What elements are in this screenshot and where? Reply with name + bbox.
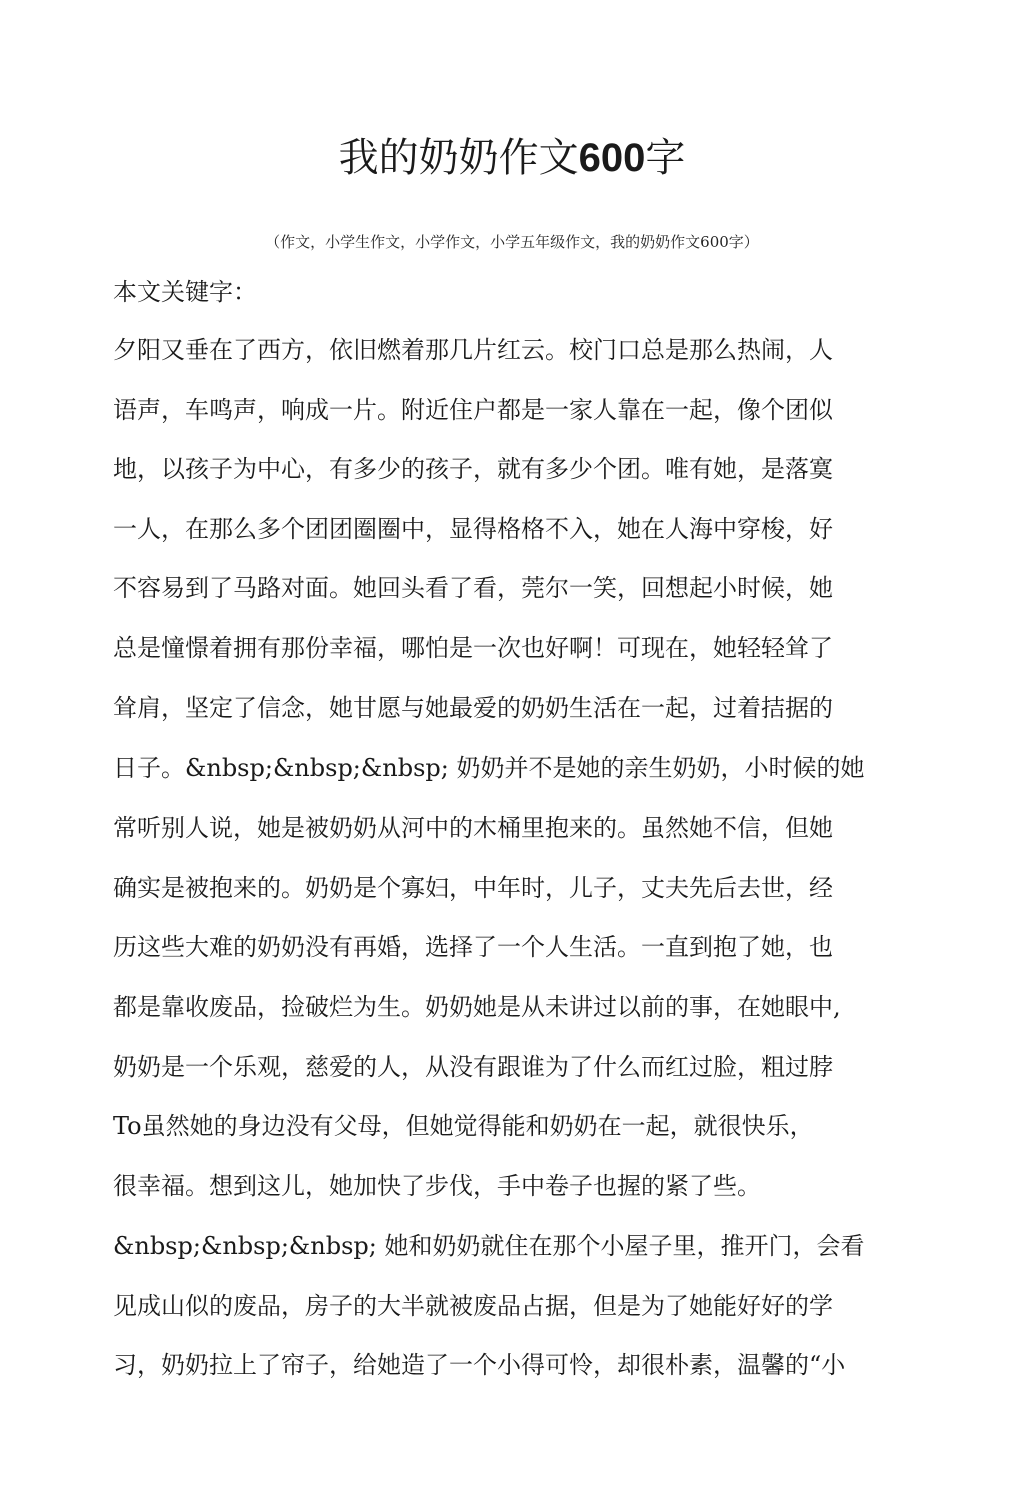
body-line-1: 夕阳又垂在了西方，依旧燃着那几片红云。校门口总是那么热闹，人 (113, 336, 833, 364)
tags-line: （作文，小学生作文，小学作文，小学五年级作文，我的奶奶作文600字） (265, 233, 759, 251)
body-line-4: 一人，在那么多个团团圈圈中，显得格格不入，她在人海中穿梭，好 (113, 515, 833, 543)
document-title (0, 128, 1024, 188)
body-line-12: 都是靠收废品，捡破烂为生。奶奶她是从未讲过以前的事，在她眼中, (113, 993, 841, 1021)
body-line-16: &nbsp;&nbsp;&nbsp; 她和奶奶就住在那个小屋子里，推开门，会看 (113, 1232, 865, 1260)
keywords-label: 本文关键字： (113, 278, 257, 306)
body-line-11: 历这些大难的奶奶没有再婚，选择了一个人生活。一直到抱了她，也 (113, 933, 833, 961)
body-line-18: 习，奶奶拉上了帘子，给她造了一个小得可怜，却很朴素，温馨的“小 (113, 1351, 846, 1379)
body-line-2: 语声，车鸣声，响成一片。附近住户都是一家人靠在一起，像个团似 (113, 396, 833, 424)
body-line-8: 日子。&nbsp;&nbsp;&nbsp; 奶奶并不是她的亲生奶奶，小时候的她 (113, 754, 865, 782)
body-line-10: 确实是被抱来的。奶奶是个寡妇，中年时，儿子，丈夫先后去世，经 (113, 874, 833, 902)
body-line-15: 很幸福。想到这儿，她加快了步伐，手中卷子也握的紧了些。 (113, 1172, 761, 1200)
body-line-5: 不容易到了马路对面。她回头看了看，莞尔一笑，回想起小时候，她 (113, 574, 833, 602)
title-text: 我的奶奶作文 (338, 135, 579, 181)
body-line-14: To虽然她的身边没有父母，但她觉得能和奶奶在一起，就很快乐， (113, 1112, 814, 1140)
title-suffix: 字 (645, 135, 686, 181)
body-line-13: 奶奶是一个乐观，慈爱的人，从没有跟谁为了什么而红过脸，粗过脖 (113, 1053, 833, 1081)
title-number: 600 (578, 136, 646, 180)
body-line-6: 总是憧憬着拥有那份幸福，哪怕是一次也好啊！可现在，她轻轻耸了 (113, 634, 833, 662)
body-line-7: 耸肩，坚定了信念，她甘愿与她最爱的奶奶生活在一起，过着拮据的 (113, 694, 833, 722)
body-line-3: 地，以孩子为中心，有多少的孩子，就有多少个团。唯有她，是落寞 (113, 455, 833, 483)
body-line-17: 见成山似的废品，房子的大半就被废品占据，但是为了她能好好的学 (113, 1292, 833, 1320)
body-line-9: 常听别人说，她是被奶奶从河中的木桶里抱来的。虽然她不信，但她 (113, 814, 833, 842)
